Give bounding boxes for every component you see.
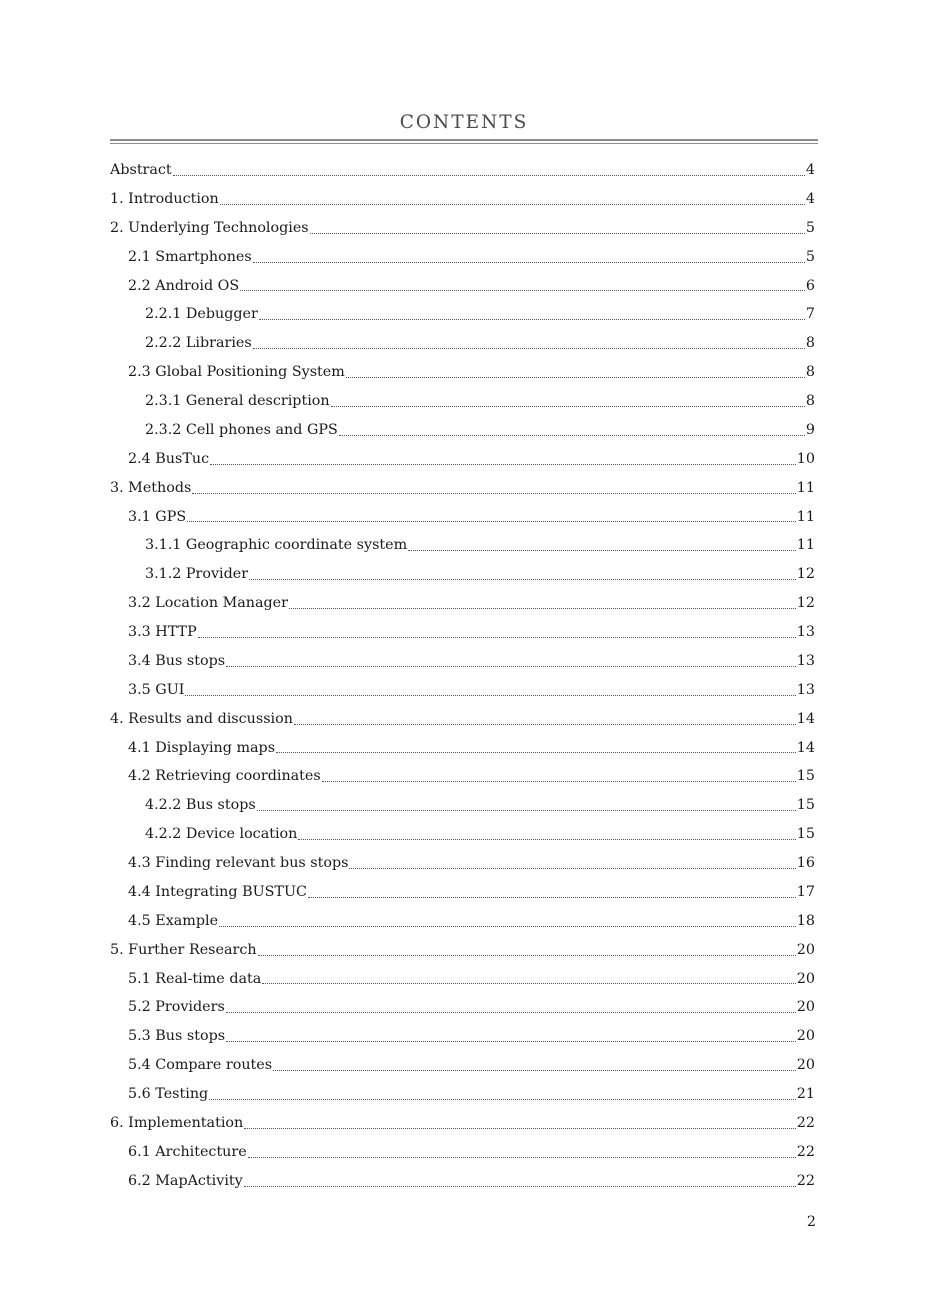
toc-dot-leader <box>210 464 796 465</box>
toc-entry[interactable] <box>110 1051 815 1080</box>
toc-entry-label: 3.4 Bus stops <box>128 652 226 669</box>
toc-entry-label: 3. Methods <box>110 479 192 496</box>
toc-entry[interactable] <box>110 820 815 849</box>
toc-entry-page: 20 <box>796 970 815 987</box>
toc-entry-page: 7 <box>805 306 815 323</box>
toc-entry-label: 5.6 Testing <box>128 1086 209 1102</box>
toc-entry-label: 2.3 Global Positioning System <box>128 364 345 381</box>
toc-entry-page: 5 <box>805 248 815 265</box>
toc-entry[interactable] <box>110 878 815 907</box>
toc-entry[interactable] <box>110 791 815 820</box>
toc-entry[interactable] <box>110 734 815 763</box>
toc-entry-page: 20 <box>796 1057 815 1074</box>
toc-entry[interactable] <box>110 676 815 705</box>
toc-dot-leader <box>322 781 796 782</box>
toc-entry-label: 2.2 Android OS <box>128 277 240 294</box>
toc-dot-leader <box>408 550 796 551</box>
toc-entry-page: 12 <box>796 595 815 612</box>
toc-dot-leader <box>346 377 805 378</box>
toc-entry[interactable] <box>110 907 815 936</box>
toc-dot-leader <box>244 1186 796 1187</box>
toc-entry-label: 2. Underlying Technologies <box>110 219 309 236</box>
toc-dot-leader <box>310 233 805 234</box>
toc-entry[interactable] <box>110 849 815 878</box>
toc-entry-page: 17 <box>796 883 815 900</box>
toc-entry[interactable] <box>110 560 815 589</box>
toc-entry[interactable] <box>110 589 815 618</box>
toc-entry-page: 15 <box>796 826 815 843</box>
toc-entry-label: 4.2.2 Device location <box>145 826 298 843</box>
toc-dot-leader <box>187 521 796 522</box>
toc-entry-page: 22 <box>796 1114 815 1131</box>
toc-dot-leader <box>289 608 796 609</box>
page-number: 2 <box>806 1214 816 1230</box>
toc-entry-page: 13 <box>796 681 815 698</box>
toc-entry-page: 20 <box>796 941 815 958</box>
toc-dot-leader <box>219 926 796 927</box>
toc-entry-label: 2.2.2 Libraries <box>145 335 252 352</box>
toc-dot-leader <box>349 868 795 869</box>
toc-entry-page: 11 <box>796 537 815 554</box>
toc-entry[interactable] <box>110 1080 815 1109</box>
toc-entry-label: 4. Results and discussion <box>110 710 293 727</box>
toc-entry[interactable] <box>110 1109 815 1138</box>
toc-entry-page: 4 <box>805 162 815 178</box>
toc-entry-label: 3.3 HTTP <box>128 624 197 640</box>
toc-entry-page: 11 <box>796 508 815 525</box>
toc-dot-leader <box>273 1070 796 1071</box>
toc-dot-leader <box>253 262 805 263</box>
toc-entry[interactable] <box>110 647 815 676</box>
toc-entry[interactable] <box>110 156 815 185</box>
toc-entry-label: 2.2.1 Debugger <box>145 306 258 323</box>
toc-entry-label: 3.1.1 Geographic coordinate system <box>145 537 408 554</box>
toc-entry-label: 3.1 GPS <box>128 508 187 525</box>
toc-entry-page: 22 <box>796 1172 815 1189</box>
toc-entry[interactable] <box>110 445 815 474</box>
toc-entry-page: 14 <box>796 739 815 756</box>
toc-dot-leader <box>276 752 796 753</box>
toc-entry[interactable] <box>110 762 815 791</box>
toc-entry-label: 3.5 GUI <box>128 681 185 698</box>
toc-entry-label: 5. Further Research <box>110 941 257 958</box>
toc-entry-page: 8 <box>805 393 815 409</box>
toc-entry-label: 4.2 Retrieving coordinates <box>128 768 321 785</box>
toc-dot-leader <box>226 1012 796 1013</box>
toc-dot-leader <box>339 435 805 436</box>
toc-entry-label: 4.4 Integrating BUSTUC <box>128 883 307 900</box>
toc-entry-page: 12 <box>796 566 815 583</box>
toc-entry-label: 4.1 Displaying maps <box>128 739 276 756</box>
toc-entry-label: 2.3.1 General description <box>145 393 330 409</box>
toc-entry[interactable] <box>110 618 815 647</box>
toc-dot-leader <box>308 897 796 898</box>
title-rule-thin <box>110 143 818 144</box>
toc-dot-leader <box>226 1041 796 1042</box>
toc-entry[interactable] <box>110 185 815 214</box>
toc-entry-label: 5.1 Real-time data <box>128 970 262 987</box>
toc-entry[interactable] <box>110 1138 815 1167</box>
toc-entry[interactable] <box>110 416 815 445</box>
toc-entry-page: 13 <box>796 624 815 640</box>
toc-entry[interactable] <box>110 272 815 301</box>
toc-entry[interactable] <box>110 993 815 1022</box>
toc-entry-page: 15 <box>796 768 815 785</box>
toc-entry-page: 6 <box>805 277 815 294</box>
toc-entry-page: 8 <box>805 335 815 352</box>
toc-entry[interactable] <box>110 965 815 994</box>
toc-dot-leader <box>220 204 805 205</box>
toc-entry[interactable] <box>110 387 815 416</box>
toc-entry-page: 10 <box>796 450 815 467</box>
toc-dot-leader <box>209 1099 796 1100</box>
toc-dot-leader <box>240 290 805 291</box>
toc-entry-page: 18 <box>796 912 815 929</box>
toc-dot-leader <box>298 839 795 840</box>
toc-entry[interactable] <box>110 705 815 734</box>
toc-entry-label: 4.5 Example <box>128 912 219 929</box>
toc-dot-leader <box>192 493 795 494</box>
toc-entry-page: 14 <box>796 710 815 727</box>
toc-entry-label: 2.3.2 Cell phones and GPS <box>145 421 338 438</box>
toc-entry-label: 5.2 Providers <box>128 999 225 1016</box>
toc-dot-leader <box>259 319 805 320</box>
toc-dot-leader <box>253 348 805 349</box>
toc-entry-label: 5.4 Compare routes <box>128 1057 273 1074</box>
toc-entry-label: 3.2 Location Manager <box>128 595 288 612</box>
toc-dot-leader <box>185 695 795 696</box>
toc-entry-page: 20 <box>796 999 815 1016</box>
toc-entry[interactable] <box>110 358 815 387</box>
toc-entry[interactable] <box>110 243 815 272</box>
toc-entry-page: 11 <box>796 479 815 496</box>
toc-entry-page: 21 <box>796 1086 815 1102</box>
toc-entry-page: 16 <box>796 855 815 871</box>
toc-entry-page: 8 <box>805 364 815 381</box>
toc-dot-leader <box>294 724 796 725</box>
toc-entry-page: 22 <box>796 1143 815 1160</box>
toc-dot-leader <box>198 637 796 638</box>
toc-entry-page: 9 <box>805 421 815 438</box>
toc-entry-label: 6. Implementation <box>110 1114 244 1131</box>
toc-entry-label: 6.1 Architecture <box>128 1143 247 1160</box>
toc-dot-leader <box>257 810 796 811</box>
toc-dot-leader <box>226 666 796 667</box>
toc-entry-page: 20 <box>796 1028 815 1045</box>
toc-dot-leader <box>173 175 805 176</box>
toc-entry-label: Abstract <box>110 162 172 178</box>
toc-entry-label: 4.3 Finding relevant bus stops <box>128 855 349 871</box>
toc-entry[interactable] <box>110 503 815 532</box>
toc-entry-label: 5.3 Bus stops <box>128 1028 226 1045</box>
toc-entry-page: 4 <box>805 190 815 207</box>
title-rule-thick <box>110 139 818 141</box>
toc-entry[interactable] <box>110 936 815 965</box>
toc-entry-label: 2.1 Smartphones <box>128 248 252 265</box>
toc-dot-leader <box>244 1128 796 1129</box>
toc-dot-leader <box>331 406 805 407</box>
page-title: CONTENTS <box>399 112 529 133</box>
toc-entry-label: 3.1.2 Provider <box>145 566 249 583</box>
toc-entry[interactable] <box>110 214 815 243</box>
toc-dot-leader <box>258 955 796 956</box>
toc-entry[interactable] <box>110 474 815 503</box>
toc-entry[interactable] <box>110 300 815 329</box>
table-of-contents <box>110 156 815 1196</box>
toc-entry-label: 6.2 MapActivity <box>128 1172 243 1189</box>
toc-entry[interactable] <box>110 1022 815 1051</box>
toc-entry-label: 4.2.2 Bus stops <box>145 797 256 814</box>
toc-entry[interactable] <box>110 1167 815 1196</box>
toc-dot-leader <box>248 1157 796 1158</box>
toc-entry[interactable] <box>110 531 815 560</box>
toc-entry-page: 5 <box>805 219 815 236</box>
toc-entry[interactable] <box>110 329 815 358</box>
toc-entry-page: 15 <box>796 797 815 814</box>
toc-entry-label: 1. Introduction <box>110 190 219 207</box>
toc-dot-leader <box>249 579 796 580</box>
toc-entry-label: 2.4 BusTuc <box>128 450 210 467</box>
toc-entry-page: 13 <box>796 652 815 669</box>
toc-dot-leader <box>262 983 796 984</box>
